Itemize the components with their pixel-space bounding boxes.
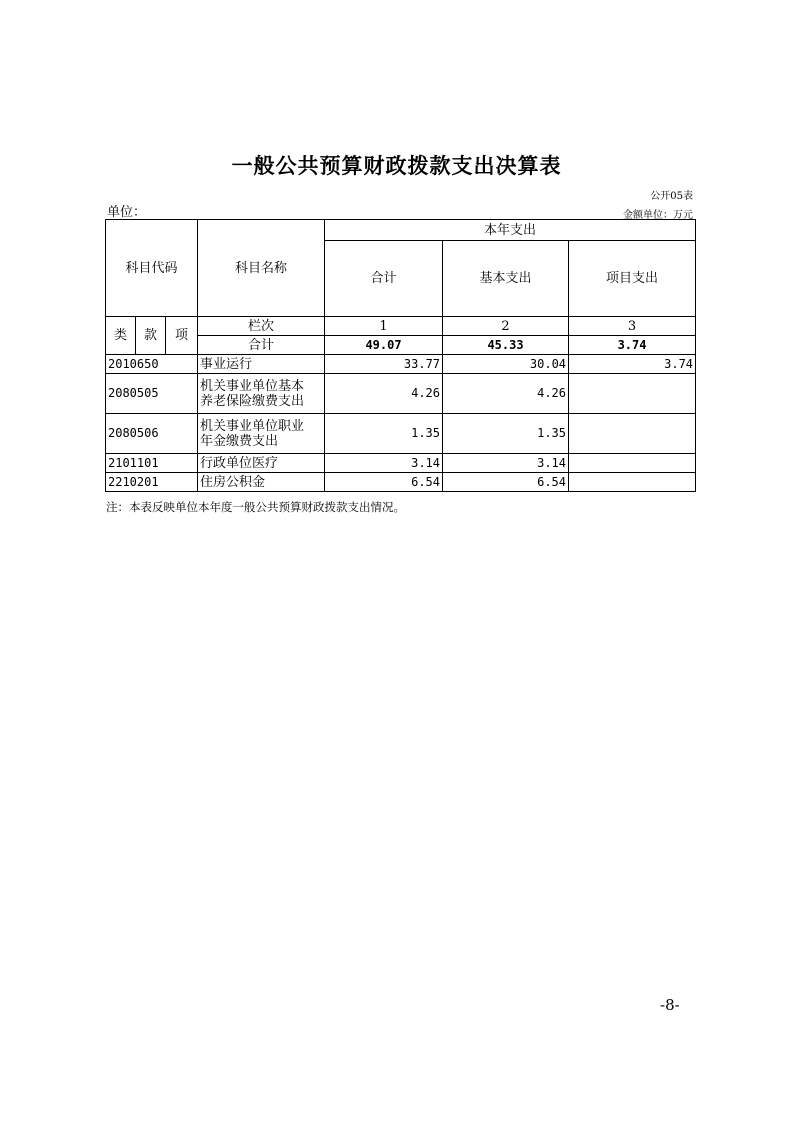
header-name: 科目名称 — [198, 220, 325, 317]
page-number: -8- — [660, 996, 680, 1014]
header-code: 科目代码 — [106, 220, 198, 317]
amount-unit: 金额单位：万元 — [623, 210, 693, 221]
row-name — [198, 454, 325, 473]
row-total: 3.14 — [325, 454, 443, 473]
sum-total: 49.07 — [325, 336, 443, 355]
table-row — [106, 374, 696, 414]
column-number-3: 3 — [569, 317, 696, 336]
row-name — [198, 374, 325, 414]
row-name — [198, 414, 325, 454]
row-project — [569, 454, 696, 473]
header-this-year: 本年支出 — [325, 220, 696, 241]
row-name-line2: 养老保险缴费支出 — [200, 393, 305, 409]
row-total: 1.35 — [325, 414, 443, 454]
row-project: 3.74 — [569, 355, 696, 374]
table-note: 注：本表反映单位本年度一般公共预算财政拨款支出情况。 — [106, 500, 405, 514]
header-lei: 类 — [106, 317, 136, 355]
table-row — [106, 454, 696, 473]
row-code: 2210201 — [106, 473, 198, 492]
row-code: 2080506 — [106, 414, 198, 454]
row-basic: 4.26 — [443, 374, 569, 414]
header-xiang: 项 — [166, 317, 198, 355]
row-code: 2101101 — [106, 454, 198, 473]
row-total: 33.77 — [325, 355, 443, 374]
row-project — [569, 374, 696, 414]
row-name — [198, 473, 325, 492]
expenditure-table — [105, 219, 696, 492]
unit-label: 单位： — [107, 205, 147, 220]
form-number: 公开05表 — [650, 191, 693, 202]
row-name-line1: 行政单位医疗 — [200, 455, 279, 471]
table-row — [106, 414, 696, 454]
row-name-line1: 事业运行 — [200, 356, 253, 372]
column-number-2: 2 — [443, 317, 569, 336]
header-project: 项目支出 — [569, 241, 696, 317]
row-name-line1: 机关事业单位职业 — [200, 418, 305, 434]
sum-project: 3.74 — [569, 336, 696, 355]
sum-label: 合计 — [198, 336, 325, 355]
row-name — [198, 355, 325, 374]
column-number-label: 栏次 — [198, 317, 325, 336]
row-name-line2: 年金缴费支出 — [200, 433, 279, 449]
row-total: 6.54 — [325, 473, 443, 492]
header-total: 合计 — [325, 241, 443, 317]
row-total: 4.26 — [325, 374, 443, 414]
row-name-line1: 住房公积金 — [200, 474, 266, 490]
table-row — [106, 473, 696, 492]
row-project — [569, 473, 696, 492]
row-code: 2080505 — [106, 374, 198, 414]
row-code: 2010650 — [106, 355, 198, 374]
sum-basic: 45.33 — [443, 336, 569, 355]
page-title: 一般公共预算财政拨款支出决算表 — [231, 153, 562, 178]
header-kuan: 款 — [136, 317, 166, 355]
row-basic: 3.14 — [443, 454, 569, 473]
column-number-1: 1 — [325, 317, 443, 336]
table-row — [106, 355, 696, 374]
row-basic: 30.04 — [443, 355, 569, 374]
row-name-line1: 机关事业单位基本 — [200, 378, 305, 394]
row-basic: 1.35 — [443, 414, 569, 454]
header-basic: 基本支出 — [443, 241, 569, 317]
row-basic: 6.54 — [443, 473, 569, 492]
row-project — [569, 414, 696, 454]
